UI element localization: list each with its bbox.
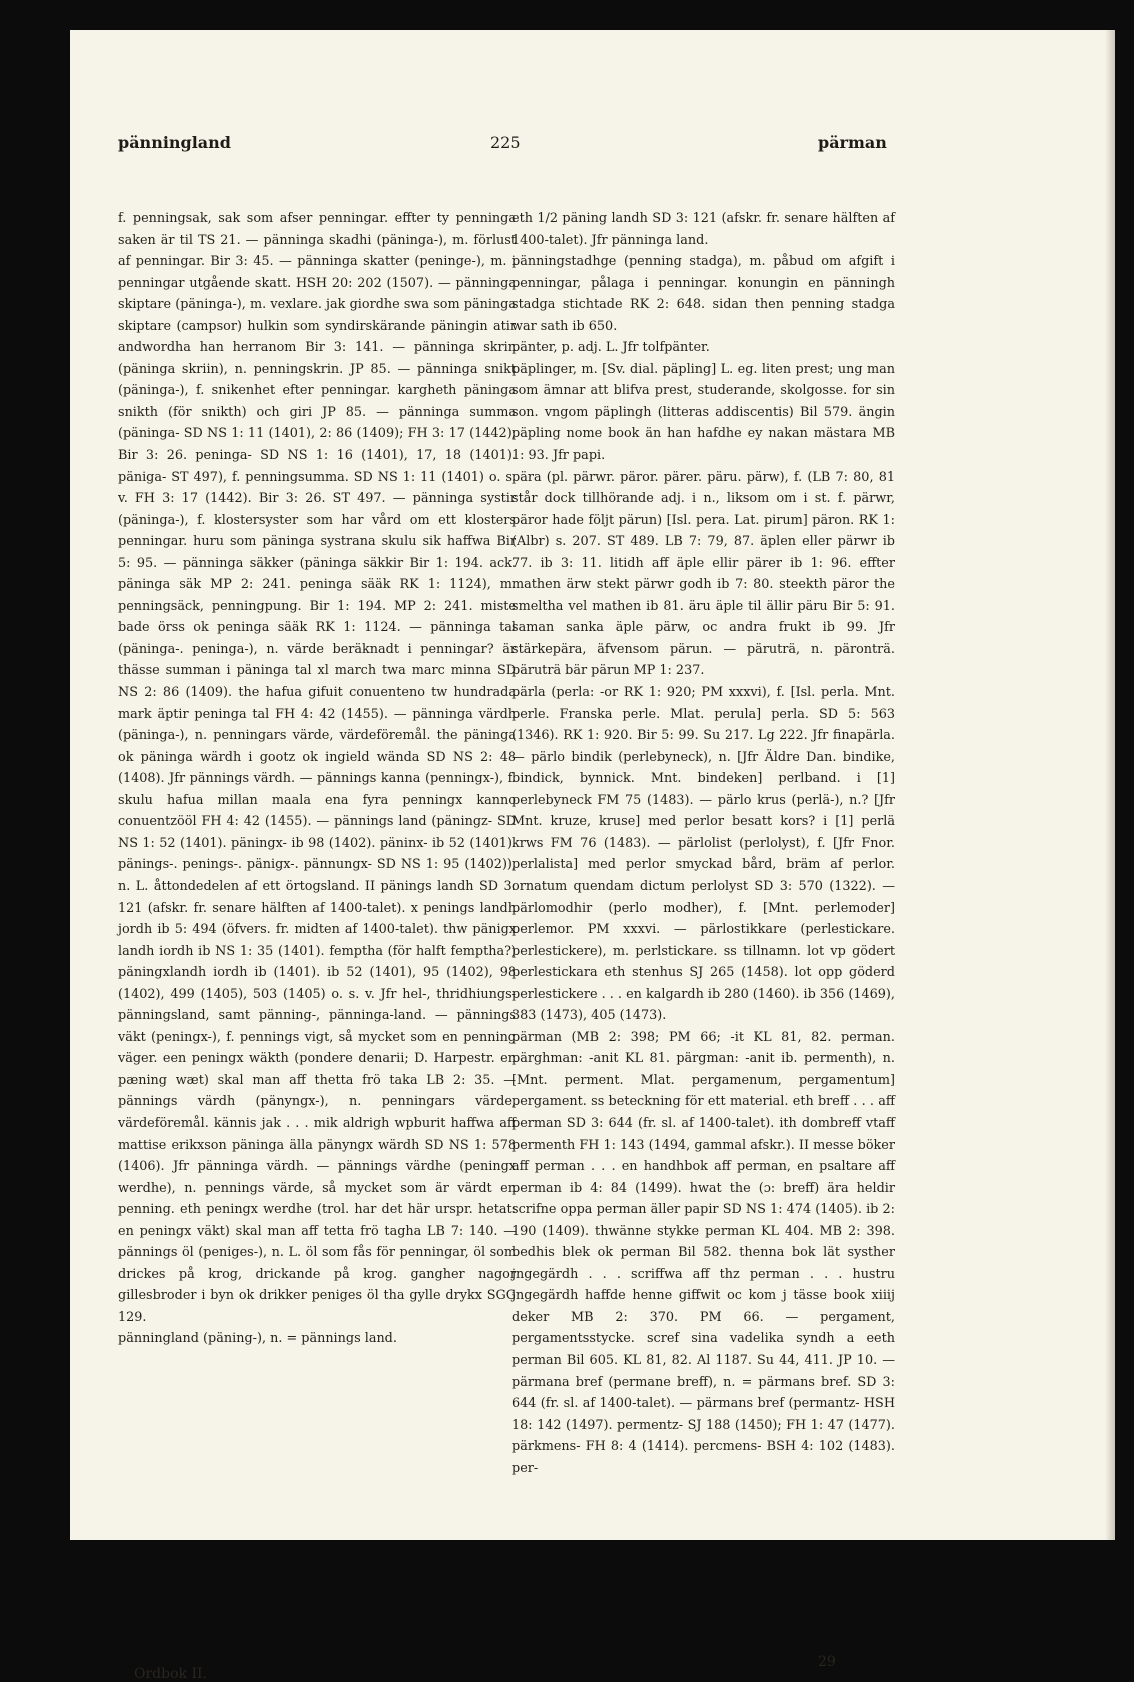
page-edge-shadow — [1105, 30, 1115, 1540]
entry-text: pärla (perla: -or RK 1: 920; PM xxxvi), f. [Isl. perla. Mnt. perle. Franska perle. Mlat. perula] perla. SD 5: 563 (1346). RK 1: 920. Bir 5: 99. Su 217. Lg 222. Jfr finapärla. — pärlo bindik (perlebyneck), n. [Jfr Äldre Dan. bindike, bindick, bynnick. Mnt. bindeken] perlband. i [1] perlebyneck FM 75 (1483). — pärlo krus (perlä-), n.? [Jfr Mnt. kruze, kruse] med perlor besatt kors? i [1] perlä krws FM 76 (1483). — pärlolist (perlolyst), f. [Jfr Fnor. perlalista] med perlor smyckad bård, bräm af perlor. ornatum quendam dictum perlolyst SD 3: 570 (1322). — pärlomodhir (perlo modher), f. [Mnt. perlemoder] perlemor. PM xxxvi. — pärlostikkare (perlestickare. perlestickere), m. perlstickare. ss tillnamn. lot vp gödert perlestickara eth stenhus SJ 265 (1458). lot opp göderd perlestickere . . . en kalgardh ib 280 (1460). ib 356 (1469), 383 (1473), 405 (1473). — [512, 685, 895, 1024]
page-number: 225 — [490, 133, 521, 152]
entry-text: pära (pl. pärwr. päror. pärer. päru. pärw), f. (LB 7: 80, 81 står dock tillhörande adj. i n., liksom om i st. f. pärwr, päror hade följt pärun) [Isl. pera. Lat. pirum] päron. RK 1: (Albr) s. 207. ST 489. LB 7: 79, 87. äplen eller pärwr ib 77. ib 3: 11. litidh aff äple ellir pärer ib 1: 96. effter mathen ärw stekt pärwr godh ib 7: 80. steekth päror the smeltha vel mathen ib 81. äru äple til ällir päru Bir 5: 91. saman sanka äple pärw, oc andra frukt ib 99. Jfr stärkepära, äfvensom pärun. — päruträ, n. päronträ. päruträ bär pärun MP 1: 237. — [512, 469, 895, 679]
entry-text: eth 1/2 päning landh SD 3: 121 (afskr. fr. senare hälften af 1400-talet). Jfr pänninga land. — [512, 211, 895, 248]
header-left-guide-word: pänningland — [118, 133, 231, 152]
left-column — [118, 208, 516, 1350]
header-right-guide-word: pärman — [818, 133, 887, 152]
right-column — [512, 208, 895, 1479]
entry-text: pärman (MB 2: 398; PM 66; -it KL 81, 82. perman. pärghman: -anit KL 81. pärgman: -anit ib. permenth), n. [Mnt. perment. Mlat. pergamenum, pergamentum] pergament. ss beteckning för ett material. eth breff . . . aff perman SD 3: 644 (fr. sl. af 1400-talet). ith dombreff vtaff permenth FH 1: 143 (1494, gammal afskr.). II messe böker aff perman . . . en handhbok aff perman, en psaltare aff perman ib 4: 84 (1499). hwat the (ɔ: breff) ära heldir scrifne oppa perman äller papir SD NS 1: 474 (1405). ib 2: 190 (1409). thwänne stykke perman KL 404. MB 2: 398. bedhis blek ok perman Bil 582. thenna bok lät systher jngegärdh . . . scriffwa aff thz perman . . . hustru jngegärdh haffde henne giffwit oc kom j tässe book xiiij deker MB 2: 370. PM 66. — pergament, pergamentsstycke. scref sina vadelika syndh a eeth perman Bil 605. KL 81, 82. Al 1187. Su 44, 411. JP 10. — pärmana bref (permane breff), n. = pärmans bref. SD 3: 644 (fr. sl. af 1400-talet). — pärmans bref (permantz- HSH 18: 142 (1497). permentz- SJ 188 (1450); FH 1: 47 (1477). pärkmens- FH 8: 4 (1414). percmens- BSH 4: 102 (1483). per- — [512, 1029, 895, 1476]
entry-text: päplinger, m. [Sv. dial. päpling] L. eg. liten prest; ung man som ämnar att blifva prest, studerande, skolgosse. for sin son. vngom päplingh (litteras addiscentis) Bil 579. ängin päpling nome book än han hafdhe ey nakan mästara MB 1: 93. Jfr papi. — [512, 361, 895, 464]
entry-text: pänter, p. adj. L. Jfr tolfpänter. — [512, 340, 710, 356]
entry-text: f. penningsak, sak som afser penningar. effter ty penninga saken är til TS 21. — pänninga skadhi (päninga-), m. förlust af penningar. Bir 3: 45. — pänninga skatter (peninge-), m. i penningar utgående skatt. HSH 20: 202 (1507). — pänninga skiptare (päninga-), m. vexlare. jak giordhe swa som päninga skiptare (campsor) hulkin som syndirskärande päningin atir andwordha han herranom Bir 3: 141. — pänninga skrin (päninga skriin), n. penningskrin. JP 85. — pänninga snikt (päninga-), f. snikenhet efter penningar. kargheth päninga snikth (för snikth) och giri JP 85. — pänninga summa (päninga- SD NS 1: 11 (1401), 2: 86 (1409); FH 3: 17 (1442); Bir 3: 26. peninga- SD NS 1: 16 (1401), 17, 18 (1401). pänigа- ST 497), f. penningsumma. SD NS 1: 11 (1401) o. s. v. FH 3: 17 (1442). Bir 3: 26. ST 497. — pänninga systir (päninga-), f. klostersyster som har vård om ett klosters penningar. huru som päninga systrana skulu sik haffwa Bir 5: 95. — pänninga säkker (päninga säkkir Bir 1: 194. ack. päninga säk MP 2: 241. peninga sääk RK 1: 1124), m. penningsäck, penningpung. Bir 1: 194. MP 2: 241. miste bade örss ok peninga sääk RK 1: 1124. — pänninga tal (päninga-. peninga-), n. värde beräknadt i penningar? är thässe summan i päninga tal xl march twa marc minna SD NS 2: 86 (1409). the hafua gifuit conuenteno tw hundrada mark äptir peninga tal FH 4: 42 (1455). — pänninga värdh (päninga-), n. penningars värde, värdeföremål. the päninga ok päninga wärdh i gootz ok ingield wända SD NS 2: 48 (1408). Jfr pännings värdh. — pännings kanna (penningx-), f. skulu hafua millan maala ena fyra penningx kanno conuentzööl FH 4: 42 (1455). — pännings land (päningz- SD NS 1: 52 (1401). päningx- ib 98 (1402). päninx- ib 52 (1401). pänings-. penings-. pänigx-. pännungx- SD NS 1: 95 (1402)), n. L. åttondedelen af ett örtogsland. II pänings landh SD 3: 121 (afskr. fr. senare hälften af 1400-talet). x penings landh jordh ib 5: 494 (öfvers. fr. midten af 1400-talet). thw pänigx landh iordh ib NS 1: 35 (1401). femptha (för halft femptha?) päningxlandh iordh ib (1401). ib 52 (1401), 95 (1402), 98 (1402), 499 (1405), 503 (1405) o. s. v. Jfr hel-, thridhiungs-pänningsland, samt pänning-, pänninga-land. — pännings väkt (peningx-), f. pennings vigt, så mycket som en penning väger. een peningx wäkth (pondere denarii; D. Harpestr. en pæning wæt) skal man aff thetta frö taka LB 2: 35. — pännings värdh (pänyngx-), n. penningars värde, värdeföremål. kännis jak . . . mik aldrigh wpburit haffwa aff mattise erikxson päninga älla pänyngx wärdh SD NS 1: 578 (1406). Jfr pänninga värdh. — pännings värdhe (peningx werdhe), n. pennings värde, så mycket som är värdt en penning. eth peningx werdhe (trol. har det här urspr. hetat: en peningx väkt) skal man aff tetta frö tagha LB 7: 140. — pännings öl (peniges-), n. L. öl som fås för penningar, öl som drickes på krog, drickande på krog. gangher nagor gillesbroder i byn ok drikker peniges öl tha gylle drykx SGG 129. — [118, 211, 516, 1325]
entry-text: pänningland (päning-), n. = pännings land. — [118, 1331, 397, 1347]
dictionary-page — [70, 30, 1115, 1682]
signature-number: 29 — [818, 1654, 836, 1670]
signature-mark: Ordbok II. — [134, 1666, 207, 1682]
entry-text: pänningstadhge (penning stadga), m. påbud om afgift i penningar, pålaga i penningar. konungin en pänningh stadga stichtade RK 2: 648. sidan then penning stadga war sath ib 650. — [512, 254, 895, 334]
